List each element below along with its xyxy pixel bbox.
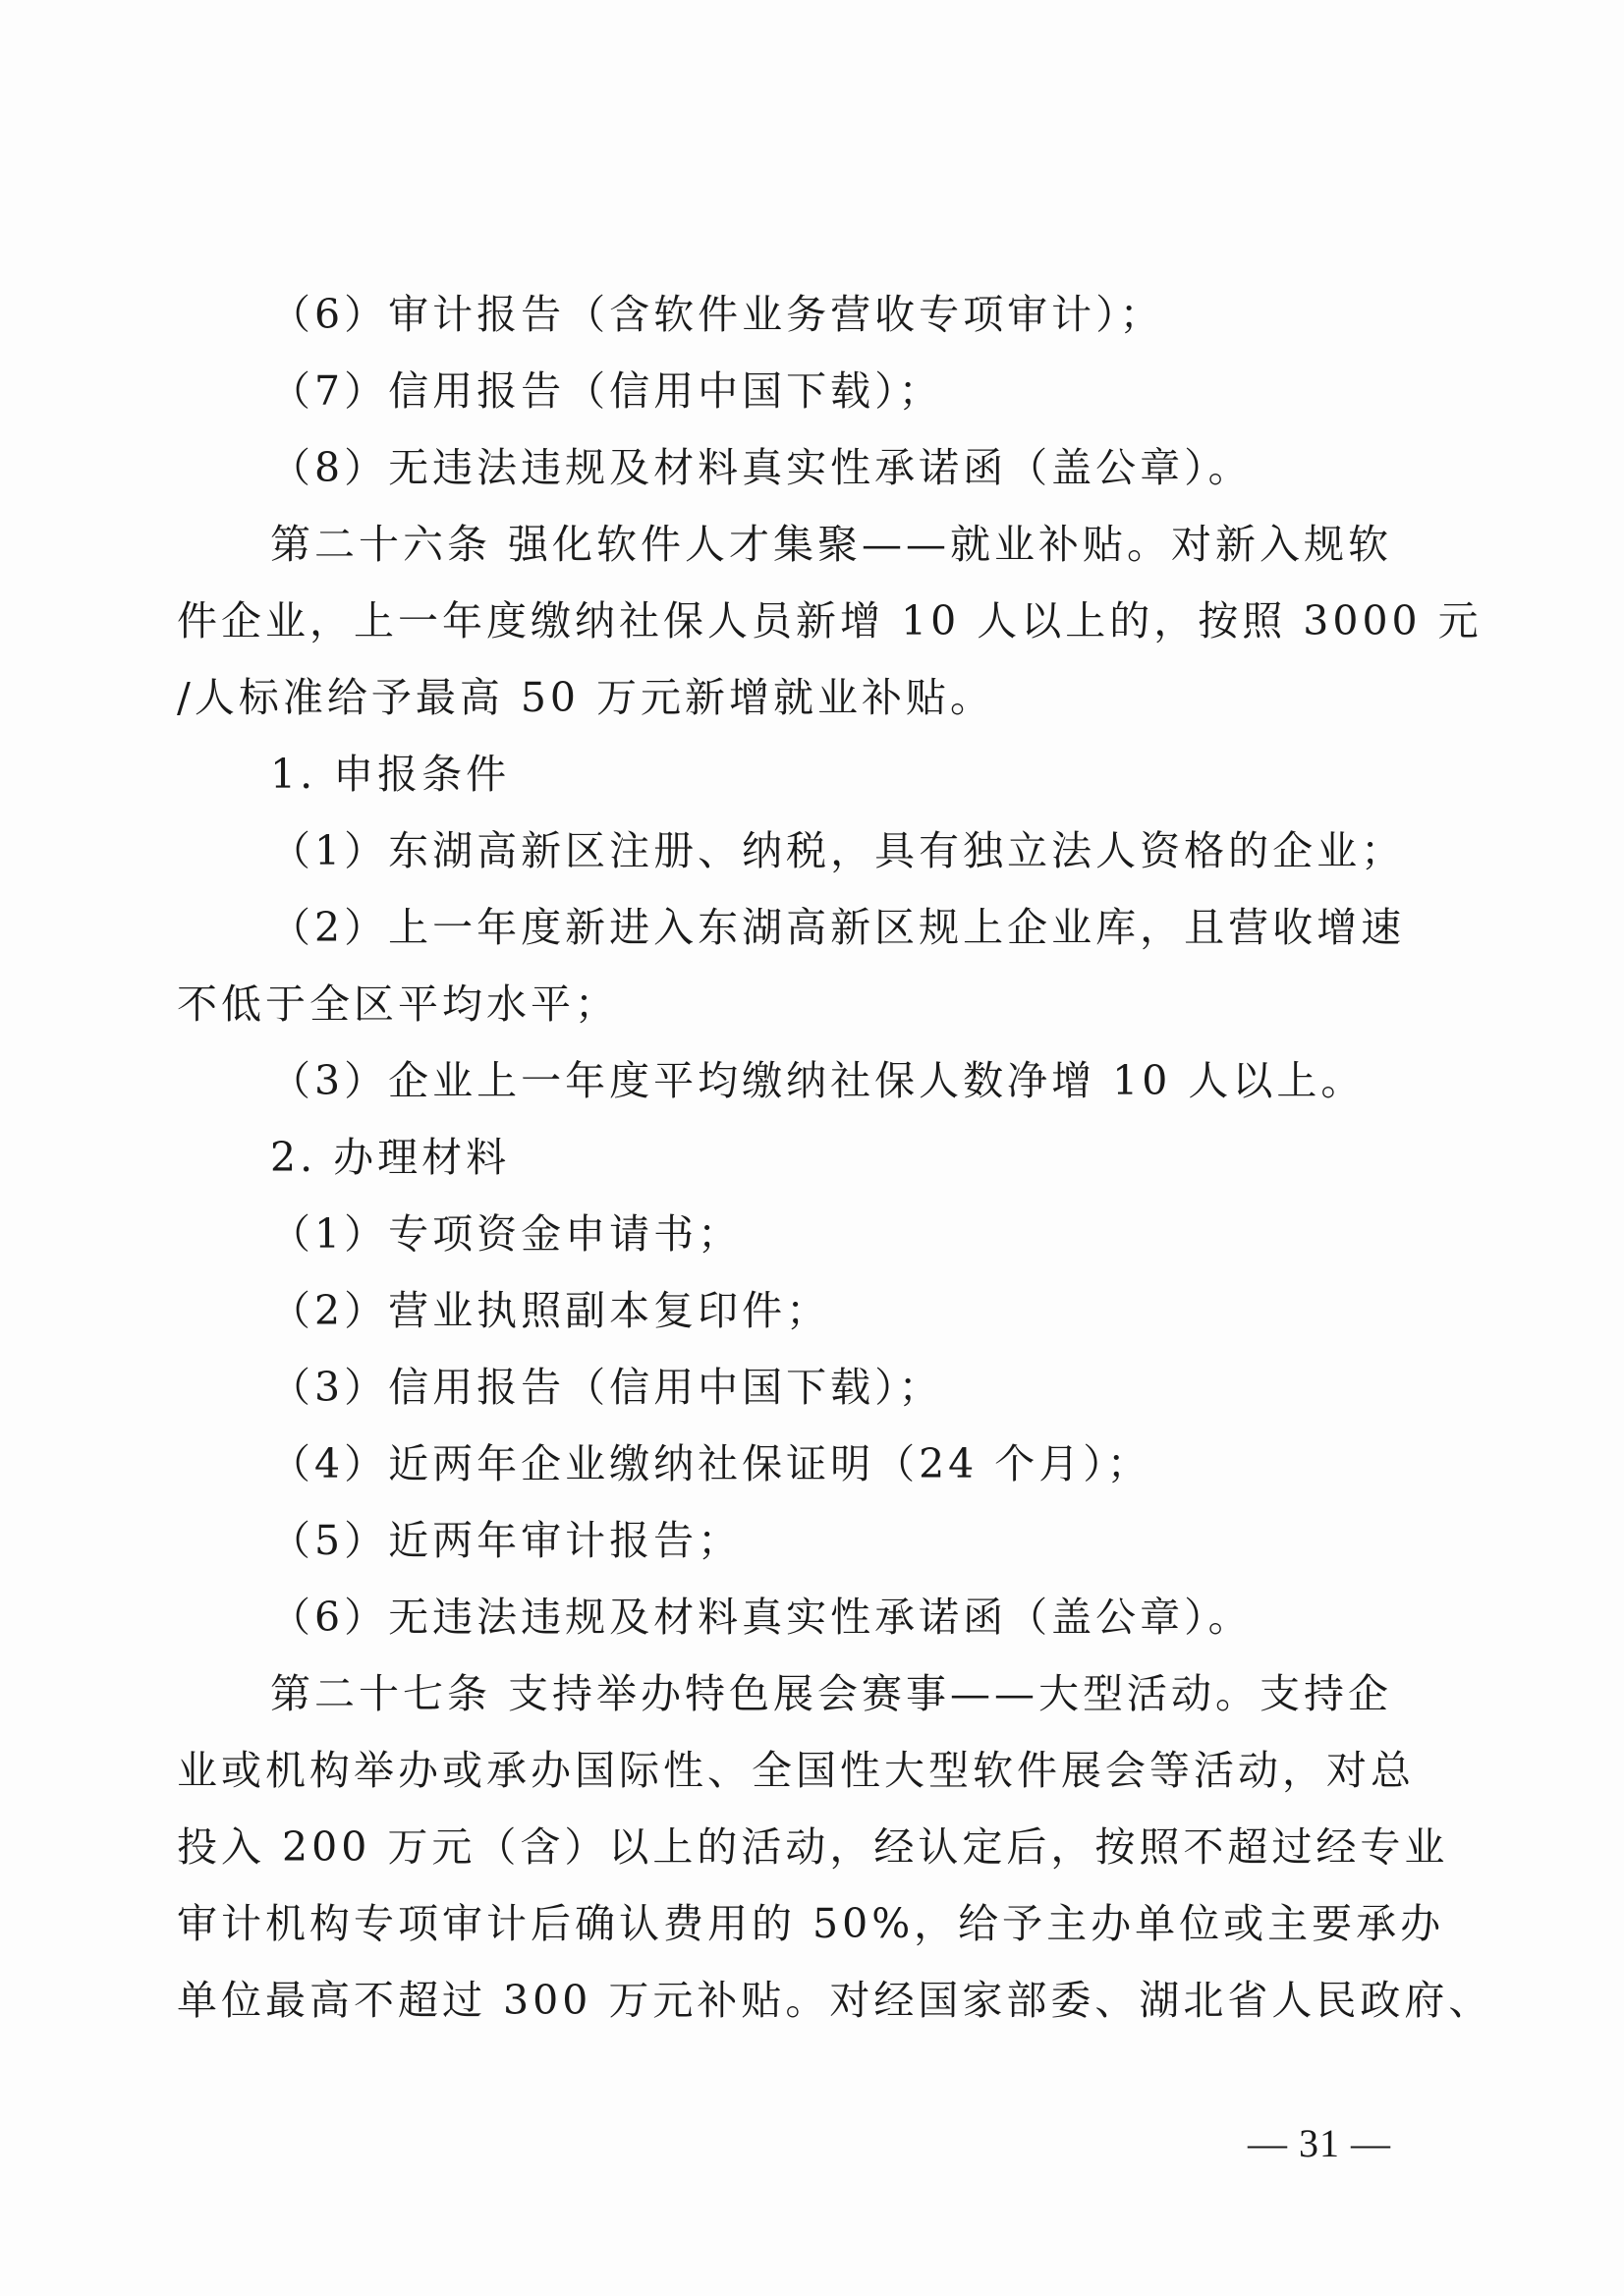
section-heading: 1. 申报条件 xyxy=(270,751,511,798)
paragraph-line: 单位最高不超过 300 万元补贴。对经国家部委、湖北省人民政府、 xyxy=(177,1977,1493,2024)
section-heading: 2. 办理材料 xyxy=(270,1134,511,1181)
page-number: — 31 — xyxy=(1248,2121,1391,2165)
list-item: （3）信用报告（信用中国下载）； xyxy=(270,1364,943,1411)
article-heading-26: 第二十六条 强化软件人才集聚——就业补贴。对新入规软 xyxy=(270,521,1393,568)
list-item: （7）信用报告（信用中国下载）； xyxy=(270,367,943,415)
paragraph-line: 投入 200 万元（含）以上的活动，经认定后，按照不超过经专业 xyxy=(177,1823,1449,1871)
list-item: （8）无违法违规及材料真实性承诺函（盖公章）。 xyxy=(270,444,1253,491)
list-item: （3）企业上一年度平均缴纳社保人数净增 10 人以上。 xyxy=(270,1057,1366,1104)
list-item: （6）审计报告（含软件业务营收专项审计）； xyxy=(270,291,1164,338)
list-item: （1）东湖高新区注册、纳税，具有独立法人资格的企业； xyxy=(270,827,1406,874)
list-item: （2）上一年度新进入东湖高新区规上企业库，且营收增速 xyxy=(270,904,1406,951)
list-item: （1）专项资金申请书； xyxy=(270,1210,743,1258)
paragraph-line: 业或机构举办或承办国际性、全国性大型软件展会等活动，对总 xyxy=(177,1747,1415,1794)
paragraph-line: 审计机构专项审计后确认费用的 50%，给予主办单位或主要承办 xyxy=(177,1900,1445,1947)
paragraph-line: 不低于全区平均水平； xyxy=(177,980,619,1028)
list-item: （6）无违法违规及材料真实性承诺函（盖公章）。 xyxy=(270,1594,1253,1641)
paragraph-line: /人标准给予最高 50 万元新增就业补贴。 xyxy=(177,674,995,721)
list-item: （4）近两年企业缴纳社保证明（24 个月）； xyxy=(270,1440,1151,1487)
list-item: （2）营业执照副本复印件； xyxy=(270,1287,831,1334)
article-heading-27: 第二十七条 支持举办特色展会赛事——大型活动。支持企 xyxy=(270,1670,1393,1717)
list-item: （5）近两年审计报告； xyxy=(270,1517,743,1564)
paragraph-line: 件企业，上一年度缴纳社保人员新增 10 人以上的，按照 3000 元 xyxy=(177,597,1483,644)
